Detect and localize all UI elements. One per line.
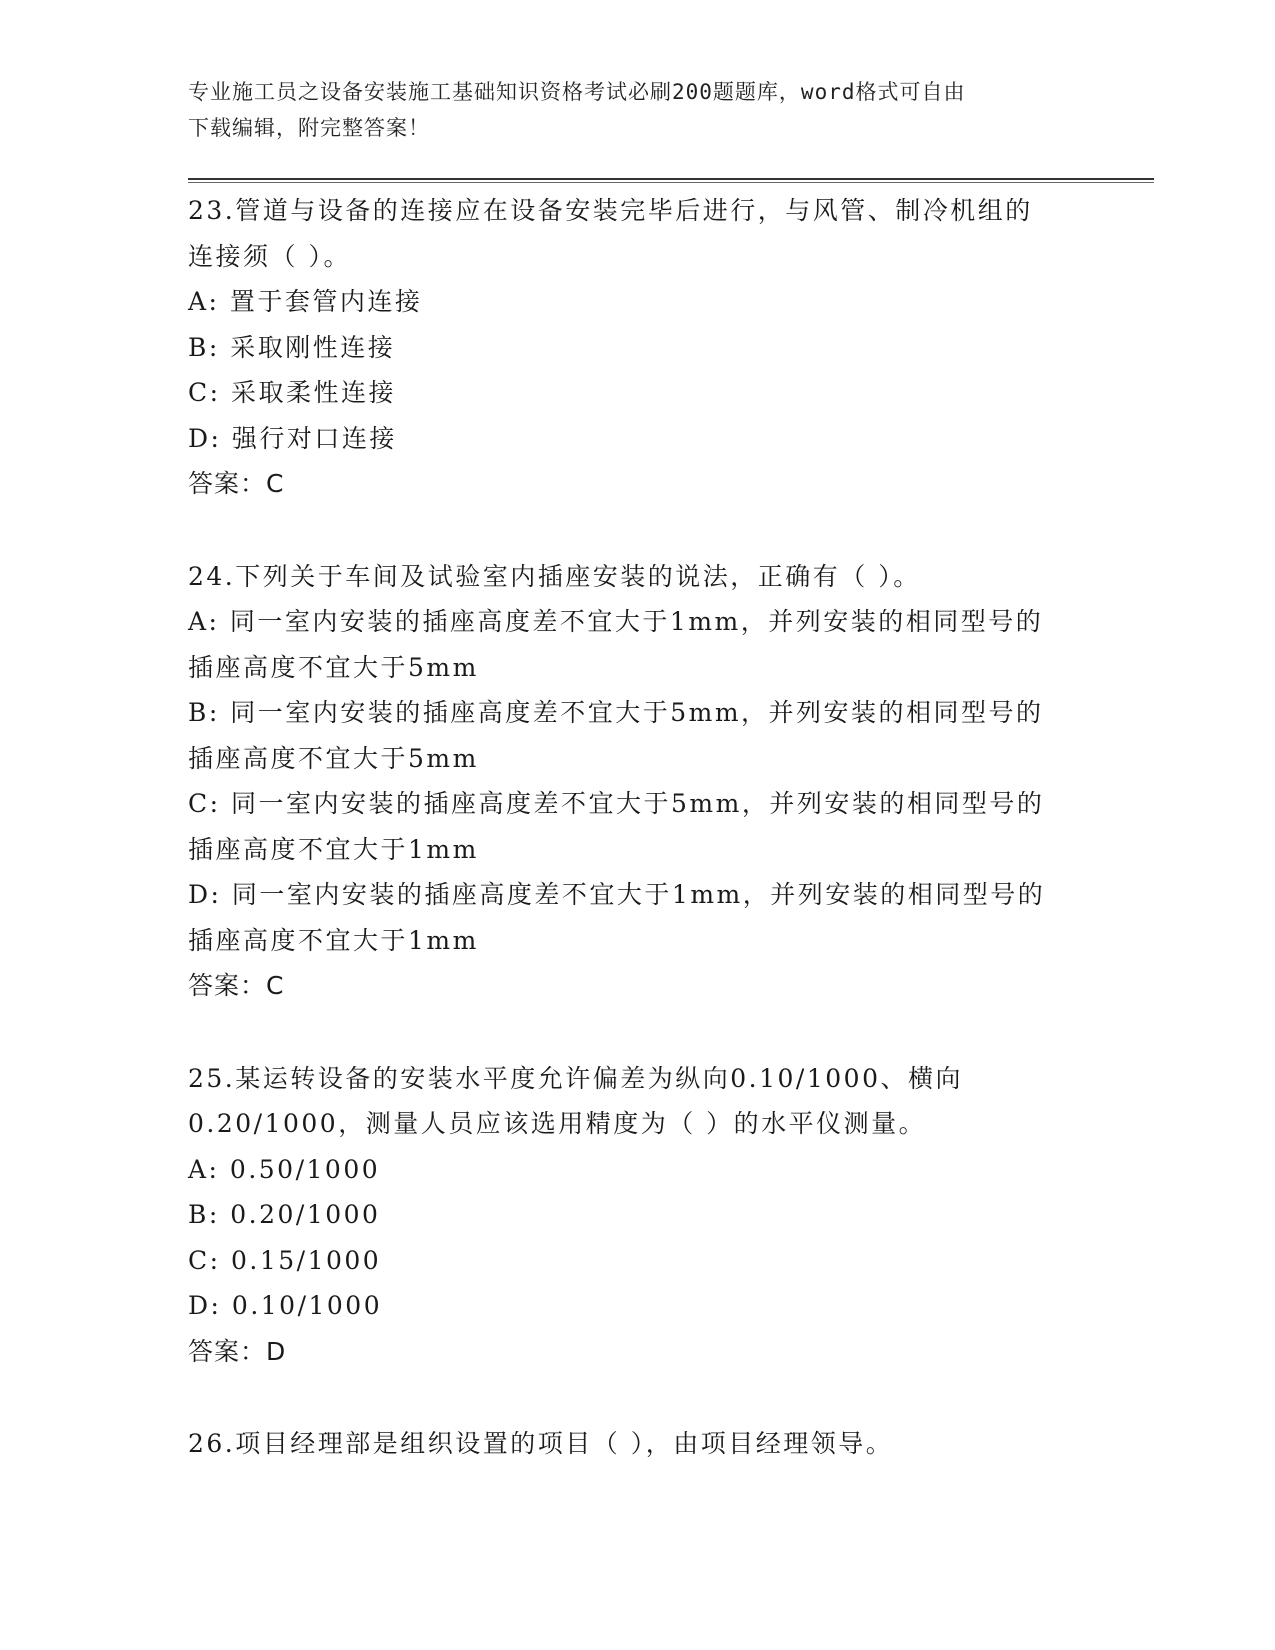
option-d: D: 强行对口连接 xyxy=(188,423,397,453)
question-stem: 23.管道与设备的连接应在设备安装完毕后进行，与风管、制冷机组的 xyxy=(188,196,1033,225)
answer-line: 答案：C xyxy=(188,469,285,498)
question-23 xyxy=(188,188,1078,507)
option-a: A: 0.50/1000 xyxy=(188,1154,381,1184)
question-stem-cont: 连接须（ ）。 xyxy=(188,241,351,271)
option-b: B: 0.20/1000 xyxy=(188,1200,381,1229)
option-c-cont: 插座高度不宜大于1mm xyxy=(188,834,479,864)
answer-line: 答案：D xyxy=(188,1336,287,1366)
question-stem: 24.下列关于车间及试验室内插座安装的说法，正确有（ ）。 xyxy=(188,561,921,591)
header-line-1: 专业施工员之设备安装施工基础知识资格考试必刷200题题库，word格式可自由 xyxy=(188,80,966,104)
option-d: D: 0.10/1000 xyxy=(188,1291,383,1320)
option-c: C: 0.15/1000 xyxy=(188,1245,382,1275)
question-stem-cont: 0.20/1000，测量人员应该选用精度为（ ）的水平仪测量。 xyxy=(188,1109,927,1138)
option-a: A: 置于套管内连接 xyxy=(188,287,423,316)
header-divider xyxy=(188,178,1154,180)
question-25 xyxy=(188,1056,1078,1375)
question-stem: 25.某运转设备的安装水平度允许偏差为纵向0.10/1000、横向 xyxy=(188,1063,963,1093)
option-b: B: 同一室内安装的插座高度差不宜大于5mm，并列安装的相同型号的 xyxy=(188,698,1044,727)
header-line-2: 下载编辑，附完整答案！ xyxy=(188,116,430,140)
document-header xyxy=(188,74,1068,146)
option-d-cont: 插座高度不宜大于1mm xyxy=(188,925,479,955)
question-list xyxy=(188,188,1078,1467)
option-c: C: 采取柔性连接 xyxy=(188,378,396,407)
spacer xyxy=(188,1374,1078,1421)
option-c: C: 同一室内安装的插座高度差不宜大于5mm，并列安装的相同型号的 xyxy=(188,789,1045,818)
header-divider-thin xyxy=(188,182,1154,183)
option-a-cont: 插座高度不宜大于5mm xyxy=(188,652,479,682)
option-b: B: 采取刚性连接 xyxy=(188,332,396,362)
spacer xyxy=(188,507,1078,554)
spacer xyxy=(188,1009,1078,1056)
option-b-cont: 插座高度不宜大于5mm xyxy=(188,743,479,773)
option-a: A: 同一室内安装的插座高度差不宜大于1mm，并列安装的相同型号的 xyxy=(188,607,1044,636)
option-d: D: 同一室内安装的插座高度差不宜大于1mm，并列安装的相同型号的 xyxy=(188,880,1046,909)
question-24 xyxy=(188,554,1078,1009)
answer-line: 答案：C xyxy=(188,971,285,1000)
question-26 xyxy=(188,1421,1078,1467)
question-stem: 26.项目经理部是组织设置的项目（ ），由项目经理领导。 xyxy=(188,1429,894,1458)
